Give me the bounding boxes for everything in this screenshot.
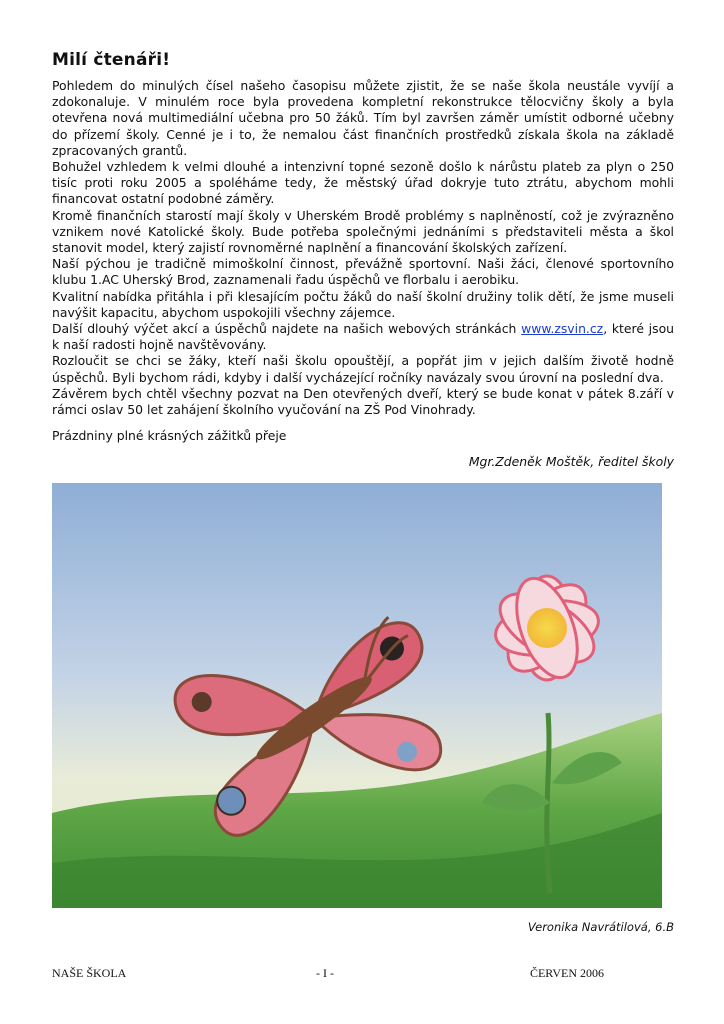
closing-line: Prázdniny plné krásných zážitků přeje xyxy=(52,428,287,444)
article-body xyxy=(52,78,674,444)
paragraph-text: Další dlouhý výčet akcí a úspěchů najdete na našich webových stránkách xyxy=(52,321,522,337)
paragraph: Pohledem do minulých čísel našeho časopisu můžete zjistit, že se naše škola neustále vyvíjí a zdokonaluje. V minulém roce byla provedena kompletní rekonstrukce tělocvičny školy a byla otevřena nová multimediální učebna pro 50 žáků. Tím byl završen záměr umístit odborné učebny do přízemí školy. Cenné je i to, že nemalou část finančních prostředků získala škola na základě zpracovaných grantů. xyxy=(52,78,674,158)
footer-magazine-name: NAŠE ŠKOLA xyxy=(52,966,127,980)
website-link[interactable]: www.zsvin.cz xyxy=(521,321,604,337)
article-heading: Milí čtenáři! xyxy=(52,50,171,70)
signature: Mgr.Zdeněk Moštěk, ředitel školy xyxy=(468,454,674,470)
footer-issue-date: ČERVEN 2006 xyxy=(529,966,604,980)
paragraph: Rozloučit se chci se žáky, kteří naši školu opouštějí, a popřát jim v jejich dalším životě hodně úspěchů. Byli bychom rádi, kdyby i další vycházející ročníky navázaly svou úrovní na poslední dva. xyxy=(52,353,674,385)
article xyxy=(52,50,674,469)
artwork-caption: Veronika Navrátilová, 6.B xyxy=(527,920,674,934)
paragraph-text: , které jsou k naší radosti hojně navštěvovány. xyxy=(52,321,674,353)
paragraph: Bohužel vzhledem k velmi dlouhé a intenzivní topné sezoně došlo k nárůstu plateb za plyn o 250 tisíc proti roku 2005 a spoléháme tedy, že městský úřad dokryje tuto ztrátu, abychom mohli financovat ostatní podobné záměry. xyxy=(52,159,674,207)
paragraph: Naší pýchou je tradičně mimoškolní činnost, převážně sportovní. Naši žáci, členové sportovního klubu 1.AC Uherský Brod, zaznamenali řadu úspěchů ve florbalu i aerobiku. xyxy=(52,256,674,288)
footer-page-number: - I - xyxy=(316,966,334,980)
paragraph: Kromě finančních starostí mají školy v Uherském Brodě problémy s naplněností, což je zvýrazněno vznikem nové Katolické školy. Bude potřeba společnými jednáními s představiteli města a škol stanovit model, který zajistí rovnoměrné naplnění a financování školských zařízení. xyxy=(52,207,674,256)
paragraph: Závěrem bych chtěl všechny pozvat na Den otevřených dveří, který se bude konat v pátek 8.září v rámci oslav 50 let zahájení školního vyučování na ZŠ Pod Vinohrady. xyxy=(52,385,674,418)
paragraph: Kvalitní nabídka přitáhla i při klesajícím počtu žáků do naší školní družiny tolik dětí, že jsme museli navýšit kapacitu, abychom uspokojili všechny zájemce. xyxy=(52,288,674,320)
butterfly-drawing xyxy=(52,483,662,908)
paragraph-with-link xyxy=(52,321,674,353)
